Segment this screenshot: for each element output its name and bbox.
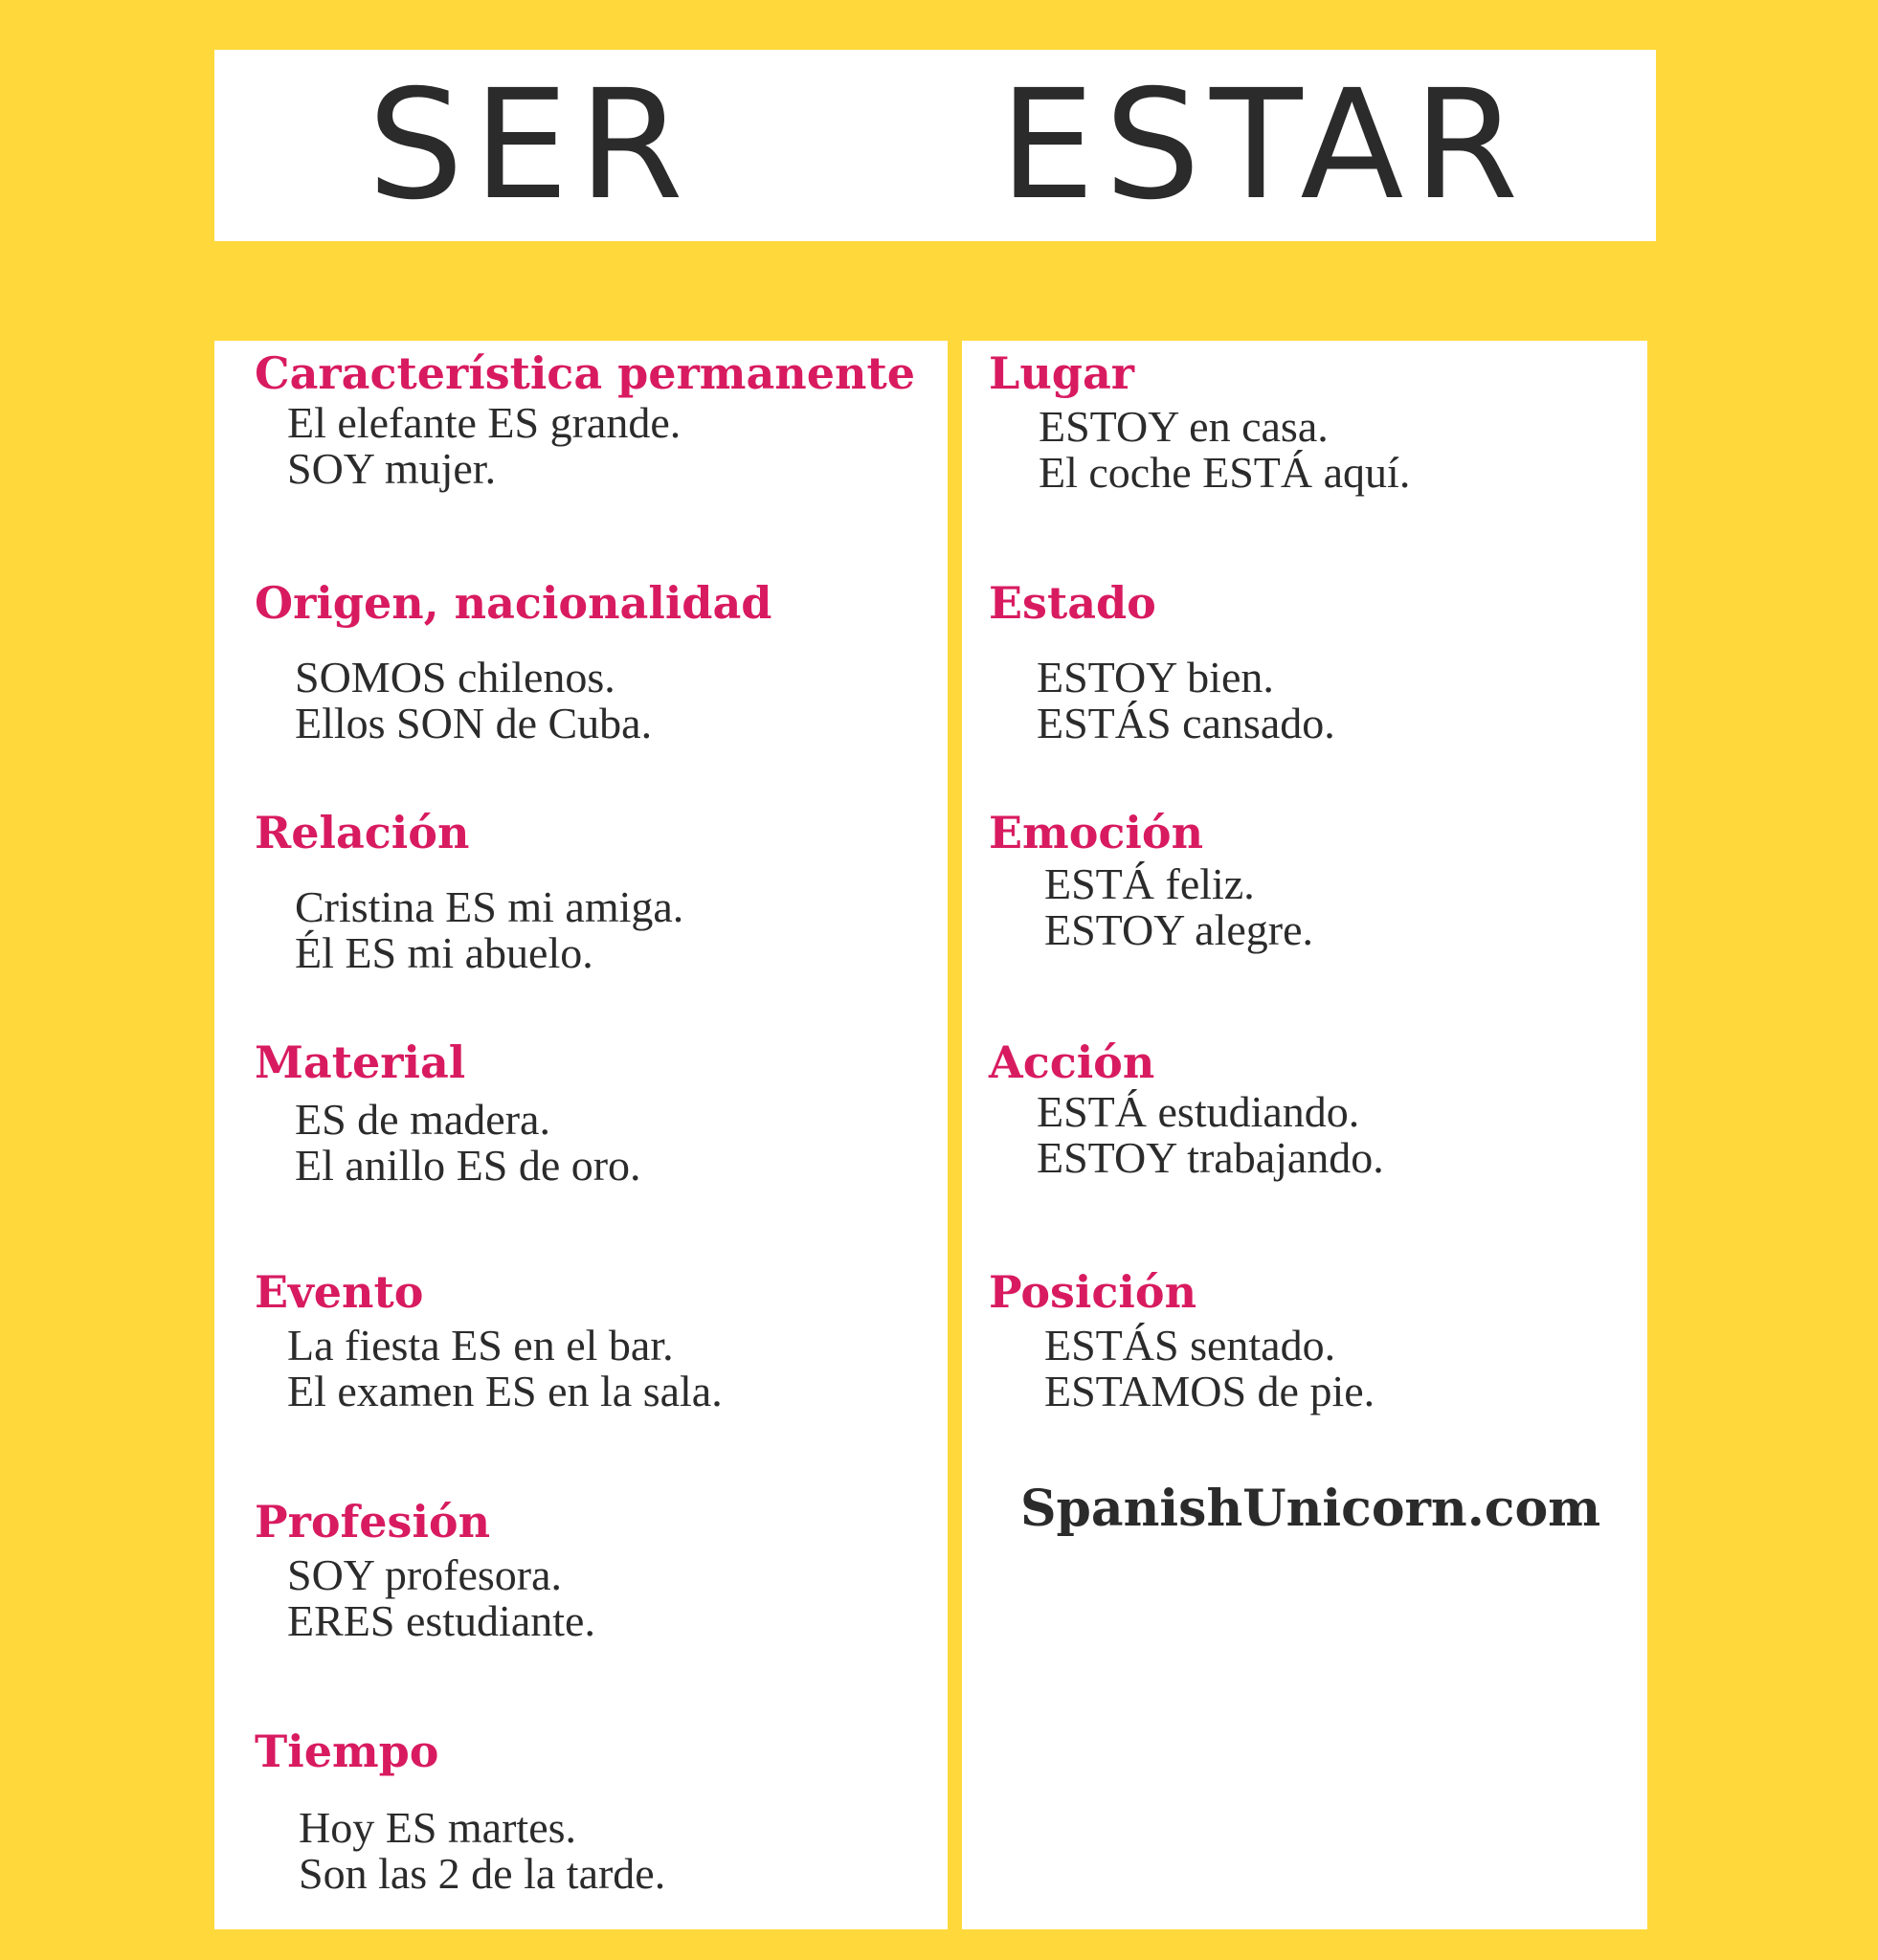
section-heading: Profesión	[255, 1496, 491, 1548]
section-heading: Emoción	[989, 807, 1204, 858]
estar-section-state	[989, 576, 1335, 746]
example-line: Ellos SON de Cuba.	[295, 699, 653, 747]
section-heading: Evento	[255, 1266, 424, 1318]
title-estar: ESTAR	[999, 57, 1529, 234]
example-line: ESTOY alegre.	[1044, 905, 1314, 954]
title-ser: SER	[368, 57, 693, 234]
example-line: Cristina ES mi amiga.	[295, 882, 684, 931]
brand-watermark: SpanishUnicorn.com	[1020, 1480, 1601, 1538]
section-heading: Acción	[989, 1036, 1155, 1088]
example-line: La fiesta ES en el bar.	[287, 1321, 674, 1370]
ser-section-relation	[255, 806, 683, 976]
example-line: El examen ES en la sala.	[287, 1367, 723, 1415]
example-line: El coche ESTÁ aquí.	[1039, 448, 1411, 497]
section-heading: Lugar	[989, 347, 1134, 399]
ser-section-profession	[255, 1495, 595, 1644]
estar-section-emotion	[989, 806, 1313, 953]
example-line: El anillo ES de oro.	[295, 1141, 641, 1190]
example-line: El elefante ES grande.	[287, 398, 682, 447]
example-line: ESTÁS cansado.	[1037, 699, 1335, 747]
example-line: ESTÁS sentado.	[1044, 1321, 1336, 1370]
example-line: Él ES mi abuelo.	[295, 928, 593, 977]
section-heading: Posición	[989, 1266, 1197, 1318]
ser-section-time	[255, 1725, 665, 1897]
example-line: ESTOY en casa.	[1039, 402, 1329, 451]
example-line: ESTAMOS de pie.	[1044, 1367, 1375, 1415]
example-line: SOMOS chilenos.	[295, 653, 615, 702]
example-line: SOY mujer.	[287, 444, 497, 493]
section-heading: Tiempo	[255, 1726, 439, 1777]
ser-panel	[214, 341, 948, 1929]
example-line: SOY profesora.	[287, 1550, 563, 1599]
estar-section-action	[989, 1036, 1384, 1181]
estar-section-position	[989, 1265, 1375, 1414]
title-banner	[214, 50, 1656, 241]
example-line: ESTÁ estudiando.	[1037, 1087, 1360, 1136]
ser-section-origin	[255, 576, 771, 746]
example-line: Son las 2 de la tarde.	[299, 1849, 666, 1898]
example-line: ESTÁ feliz.	[1044, 859, 1255, 908]
section-heading: Relación	[255, 807, 470, 858]
section-heading: Material	[255, 1036, 466, 1088]
example-line: ES de madera.	[295, 1095, 550, 1144]
section-heading: Característica permanente	[255, 347, 915, 399]
example-line: ESTOY bien.	[1037, 653, 1274, 702]
example-line: Hoy ES martes.	[299, 1803, 577, 1852]
ser-section-material	[255, 1036, 641, 1189]
section-heading: Origen, nacionalidad	[255, 577, 772, 629]
ser-section-event	[255, 1265, 723, 1414]
example-line: ERES estudiante.	[287, 1596, 595, 1645]
ser-section-permanent	[255, 346, 915, 492]
section-heading: Estado	[989, 577, 1156, 629]
estar-section-place	[989, 346, 1410, 496]
example-line: ESTOY trabajando.	[1037, 1133, 1384, 1182]
estar-panel	[962, 341, 1647, 1929]
